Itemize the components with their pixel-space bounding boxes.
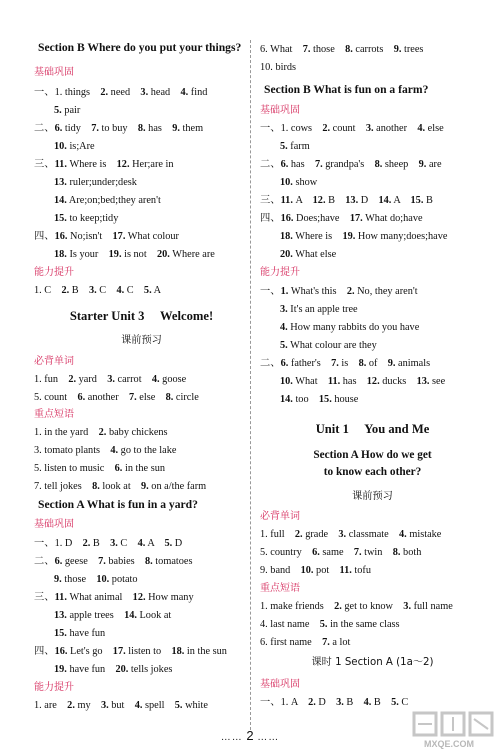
answer-line: 10. is;Are <box>54 141 95 152</box>
column-divider <box>250 40 251 730</box>
answer-line: 13. apple trees 14. Look at <box>54 610 172 621</box>
category-heading: 基础巩固 <box>34 519 74 530</box>
answer-line: 9. those 10. potato <box>54 574 138 585</box>
category-heading: 重点短语 <box>34 409 74 420</box>
answer-line: 10. What 11. has 12. ducks 13. see <box>280 376 446 387</box>
unit-title: Unit 1 You and Me <box>315 422 430 436</box>
answer-line: 二、6. geese 7. babies 8. tomatoes <box>34 556 193 567</box>
category-heading: 必背单词 <box>34 356 74 367</box>
answer-line: 1. make friends 2. get to know 3. full name <box>260 601 453 612</box>
category-heading: 能力提升 <box>34 682 74 693</box>
watermark-text: MXQE.COM <box>424 739 475 749</box>
answer-line: 18. Is your 19. is not 20. Where are <box>54 249 215 260</box>
category-heading: 重点短语 <box>260 583 300 594</box>
category-heading: 能力提升 <box>260 267 300 278</box>
answer-line: 10. birds <box>260 62 297 73</box>
answer-line: 二、6. has 7. grandpa's 8. sheep 9. are <box>260 159 442 170</box>
category-heading: 基础巩固 <box>34 67 74 78</box>
answer-line: 1. are 2. my 3. but 4. spell 5. white <box>34 700 208 711</box>
answer-line: 5. count 6. another 7. else 8. circle <box>34 392 199 403</box>
answer-line: 一、1. A 2. D 3. B 4. B 5. C <box>260 697 409 708</box>
answer-line: 6. first name 7. a lot <box>260 637 351 648</box>
answer-line: 10. show <box>280 177 318 188</box>
answer-line: 1. in the yard 2. baby chickens <box>34 427 168 438</box>
answer-line: 18. Where is 19. How many;does;have <box>280 231 448 242</box>
watermark-seal-icon <box>412 709 498 741</box>
section-title: to know each other? <box>323 466 422 478</box>
unit-title: Starter Unit 3 Welcome! <box>69 309 214 323</box>
lesson-heading: 课时 1 Section A (1a～2) <box>311 657 434 668</box>
section-title: Section A How do we get <box>313 449 432 461</box>
answer-line: 5. country 6. same 7. twin 8. both <box>260 547 422 558</box>
lesson-heading: 课前预习 <box>352 491 393 502</box>
answer-line: 1. C 2. B 3. C 4. C 5. A <box>34 285 162 296</box>
answer-line: 6. What 7. those 8. carrots 9. trees <box>260 44 424 55</box>
answer-line: 7. tell jokes 8. look at 9. on a/the farm <box>34 481 207 492</box>
answer-line: 14. Are;on;bed;they aren't <box>54 195 161 206</box>
answer-line: 1. fun 2. yard 3. carrot 4. goose <box>34 374 187 385</box>
category-heading: 基础巩固 <box>260 105 300 116</box>
section-title: Section B What is fun on a farm? <box>264 83 429 96</box>
answer-line: 4. How many rabbits do you have <box>280 322 420 333</box>
watermark-logo <box>412 709 498 751</box>
answer-line: 15. to keep;tidy <box>54 213 119 224</box>
category-heading: 必背单词 <box>260 511 300 522</box>
answer-line: 5. What colour are they <box>280 340 377 351</box>
answer-line: 3. tomato plants 4. go to the lake <box>34 445 177 456</box>
page-dots-right: …… <box>257 732 280 743</box>
answer-line: 15. have fun <box>54 628 106 639</box>
answer-line: 20. What else <box>280 249 337 260</box>
answer-line: 一、1. things 2. need 3. head 4. find <box>34 87 208 98</box>
answer-line: 19. have fun 20. tells jokes <box>54 664 173 675</box>
answer-line: 四、16. Let's go 17. listen to 18. in the sun <box>34 646 227 657</box>
answer-line: 二、6. father's 7. is 8. of 9. animals <box>260 358 431 369</box>
answer-line: 13. ruler;under;desk <box>54 177 137 188</box>
answer-line: 14. too 15. house <box>280 394 359 405</box>
answer-line: 5. listen to music 6. in the sun <box>34 463 166 474</box>
section-title: Section B Where do you put your things? <box>38 41 242 54</box>
answer-line: 一、1. D 2. B 3. C 4. A 5. D <box>34 538 183 549</box>
answer-line: 一、1. What's this 2. No, they aren't <box>260 286 418 297</box>
answer-line: 1. full 2. grade 3. classmate 4. mistake <box>260 529 442 540</box>
answer-line: 9. band 10. pot 11. tofu <box>260 565 371 576</box>
answer-line: 二、6. tidy 7. to buy 8. has 9. them <box>34 123 204 134</box>
answer-line: 5. pair <box>54 105 81 116</box>
answer-line: 三、11. A 12. B 13. D 14. A 15. B <box>260 195 433 206</box>
category-heading: 能力提升 <box>34 267 74 278</box>
answer-line: 四、16. No;isn't 17. What colour <box>34 231 179 242</box>
answer-line: 四、16. Does;have 17. What do;have <box>260 213 423 224</box>
answer-line: 三、11. What animal 12. How many <box>34 592 194 603</box>
page-number-value: 2 <box>246 728 254 743</box>
answer-line: 4. last name 5. in the same class <box>260 619 400 630</box>
category-heading: 基础巩固 <box>260 679 300 690</box>
answer-line: 三、11. Where is 12. Her;are in <box>34 159 174 170</box>
lesson-heading: 课前预习 <box>121 335 162 346</box>
page-dots-left: …… <box>220 732 243 743</box>
answer-line: 3. It's an apple tree <box>280 304 358 315</box>
section-title: Section A What is fun in a yard? <box>38 498 198 511</box>
answer-line: 一、1. cows 2. count 3. another 4. else <box>260 123 444 134</box>
answer-line: 5. farm <box>280 141 310 152</box>
